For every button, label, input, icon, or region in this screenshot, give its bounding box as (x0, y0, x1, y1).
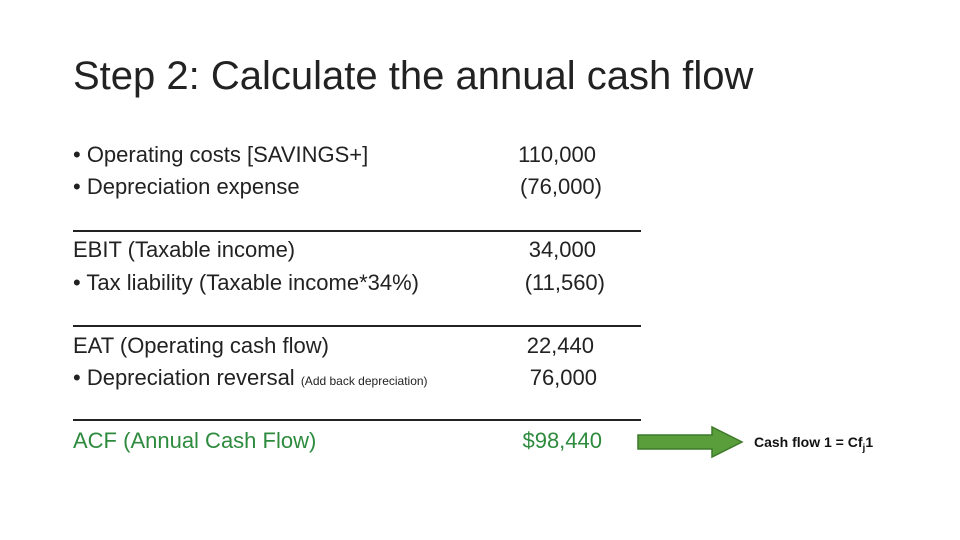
row-eat-label: EAT (Operating cash flow) (73, 333, 329, 358)
divider-line (73, 230, 641, 232)
row-acf-value: $98,440 (522, 428, 602, 453)
row-operating-costs-label: • Operating costs [SAVINGS+] (73, 142, 369, 167)
row-depreciation-reversal-label: • Depreciation reversal (73, 365, 295, 390)
cash-flow-note (754, 434, 873, 454)
row-depreciation-reversal (73, 365, 428, 391)
divider-line (73, 419, 641, 421)
right-arrow-icon (636, 424, 746, 460)
row-eat-value: 22,440 (526, 333, 594, 358)
row-operating-costs-value: 110,000 (518, 142, 596, 167)
page-title: Step 2: Calculate the annual cash flow (73, 54, 754, 98)
row-depreciation-reversal-value: 76,000 (529, 365, 597, 390)
row-tax-liability-value: (11,560) (524, 270, 605, 295)
row-acf-label: ACF (Annual Cash Flow) (73, 428, 317, 453)
cash-flow-note-suffix: 1 (865, 434, 874, 450)
row-depreciation-value: (76,000) (520, 174, 602, 199)
row-depreciation-label: • Depreciation expense (73, 174, 300, 199)
row-tax-liability-label: • Tax liability (Taxable income*34%) (73, 270, 420, 295)
row-ebit-label: EBIT (Taxable income) (73, 237, 296, 262)
row-ebit-value: 34,000 (528, 237, 596, 262)
cash-flow-note-prefix: Cash flow 1 = Cf (754, 434, 863, 450)
divider-line (73, 325, 641, 327)
row-depreciation-reversal-note: (Add back depreciation) (300, 374, 428, 388)
cash-flow-note-subscript: j (862, 442, 866, 454)
